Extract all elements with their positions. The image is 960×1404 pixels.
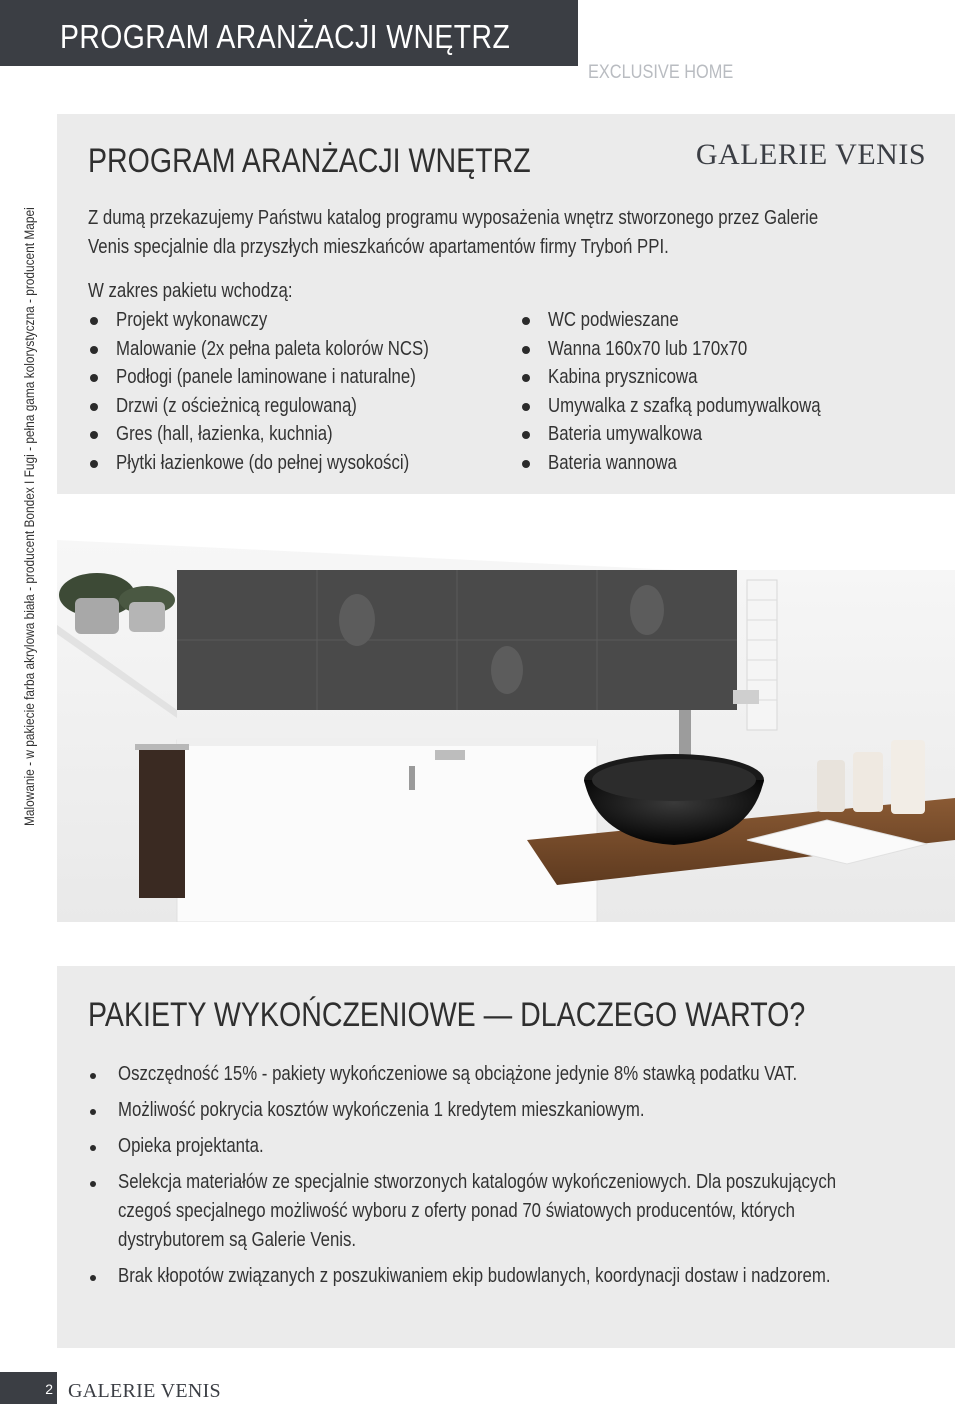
sidebar-vertical-text — [22, 114, 37, 826]
program-title-text: PROGRAM ARANŻACJI WNĘTRZ — [88, 142, 531, 180]
list-item — [520, 363, 873, 392]
list-item-label: Selekcja materiałów ze specjalnie stworzonych katalogów wykończeniowych. Dla poszukujących — [118, 1171, 837, 1193]
list-item — [520, 335, 873, 364]
package-list-right — [520, 306, 873, 478]
list-item-label: Bateria umywalkowa — [548, 423, 703, 446]
bathroom-photo — [57, 540, 955, 922]
program-title — [88, 142, 615, 181]
list-item — [520, 392, 873, 421]
list-item — [520, 306, 873, 335]
list-item — [88, 392, 488, 421]
list-item-label: Malowanie (2x pełna paleta kolorów NCS) — [116, 337, 429, 360]
sidebar-text: Malowanie - w pakiecie farba akrylowa biała - producent Bondex I Fugi - pełna gama kolorystyczna - producent Mapei — [22, 207, 37, 826]
package-heading — [88, 280, 331, 303]
list-item-label: WC podwieszane — [548, 309, 679, 331]
list-item-label: Projekt wykonawczy — [116, 309, 268, 331]
list-item — [88, 363, 488, 392]
footer-brand: GALERIE VENIS — [68, 1380, 221, 1402]
why-title-text: PAKIETY WYKOŃCZENIOWE — DLACZEGO WARTO? — [88, 996, 806, 1034]
list-item-label: Płytki łazienkowe (do pełnej wysokości) — [116, 451, 410, 474]
package-heading-text: W zakres pakietu wchodzą: — [88, 280, 293, 302]
list-item — [88, 449, 488, 478]
list-item — [88, 335, 488, 364]
list-item — [520, 420, 873, 449]
list-item-label: dystrybutorem są Galerie Venis. — [118, 1229, 357, 1251]
list-item-label: Wanna 160x70 lub 170x70 — [548, 337, 748, 360]
header-bar — [0, 0, 578, 66]
list-item — [88, 306, 488, 335]
page-number: 2 — [45, 1381, 53, 1397]
package-list-left — [88, 306, 488, 478]
list-item-label: Drzwi (z ościeżnicą regulowaną) — [116, 394, 357, 417]
list-item — [88, 1132, 928, 1161]
list-item-label: Kabina prysznicowa — [548, 366, 698, 389]
list-item — [88, 420, 488, 449]
list-item-label: Podłogi (panele laminowane i naturalne) — [116, 366, 416, 389]
bathroom-illustration — [57, 540, 955, 922]
list-item — [520, 449, 873, 478]
list-item — [88, 1096, 928, 1125]
list-item-label: Umywalka z szafką podumywalkową — [548, 394, 821, 417]
list-item-label: Możliwość pokrycia kosztów wykończenia 1 kredytem mieszkaniowym. — [118, 1099, 645, 1121]
list-item — [88, 1168, 928, 1255]
why-list — [88, 1060, 928, 1298]
list-item-label: Opieka projektanta. — [118, 1135, 264, 1157]
header-title: PROGRAM ARANŻACJI WNĘTRZ — [60, 18, 511, 55]
list-item — [88, 1060, 928, 1089]
page-number-box — [0, 1372, 57, 1404]
header-subtitle: EXCLUSIVE HOME — [588, 62, 734, 83]
list-item-label: czegoś specjalnego możliwość wyboru z oferty ponad 70 światowych producentów, których — [118, 1200, 796, 1222]
why-title — [88, 996, 942, 1035]
list-item-label: Bateria wannowa — [548, 451, 677, 474]
list-item-label: Oszczędność 15% - pakiety wykończeniowe są obciążone jedynie 8% stawką podatku VAT. — [118, 1063, 798, 1085]
brand-logo: GALERIE VENIS — [695, 138, 926, 171]
program-intro — [88, 204, 957, 262]
intro-line-2: Venis specjalnie dla przyszłych mieszkańców apartamentów firmy Tryboń PPI. — [88, 236, 669, 258]
list-item — [88, 1262, 928, 1291]
list-item-label: Brak kłopotów związanych z poszukiwaniem ekip budowlanych, koordynacji dostaw i nadzorem. — [118, 1265, 831, 1287]
intro-line-1: Z dumą przekazujemy Państwu katalog programu wyposażenia wnętrz stworzonego przez Galerie — [88, 207, 819, 229]
list-item-label: Gres (hall, łazienka, kuchnia) — [116, 423, 333, 446]
